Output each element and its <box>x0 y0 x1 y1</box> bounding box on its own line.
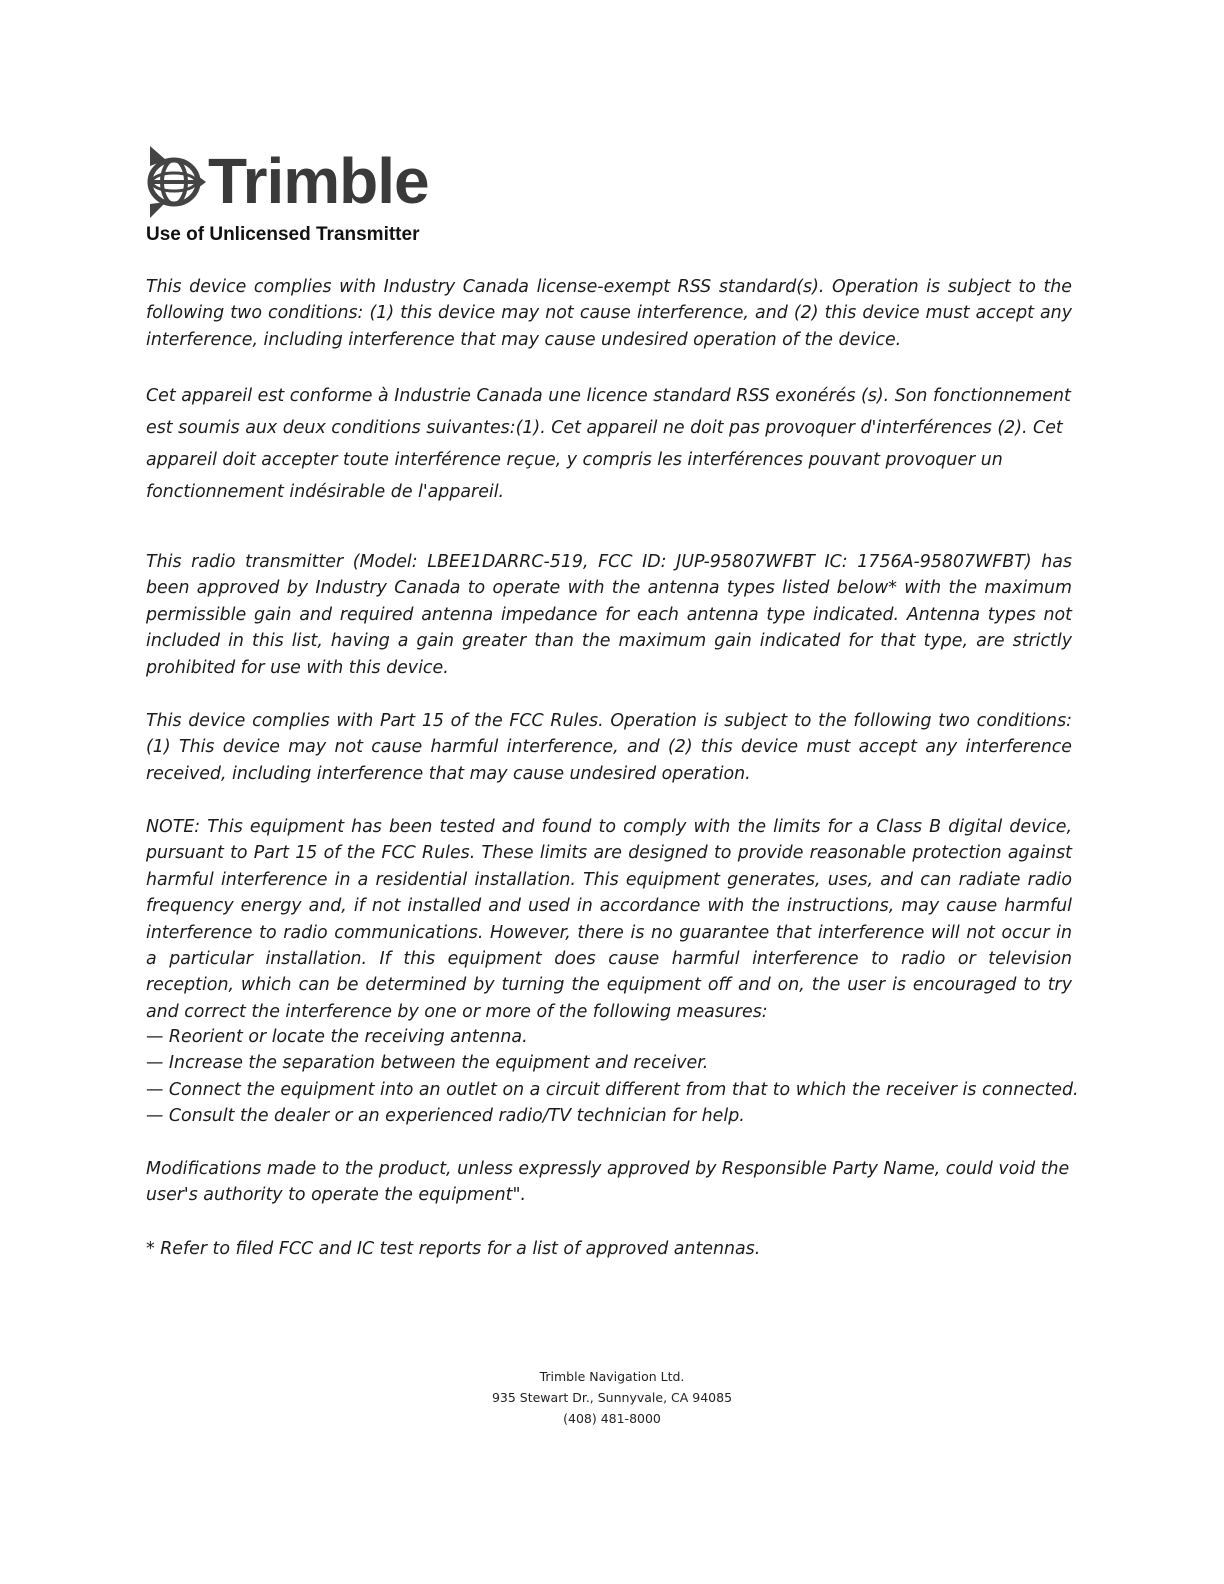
ic-french-paragraph: Cet appareil est conforme à Industrie Canada une licence standard RSS exonérés (s). Son fonctionnement est soumis aux deux conditions suivantes:(1). Cet appareil ne doit pas provoquer d'interférences (2). Cet appareil doit accepter toute interférence reçue, y compris les interférences pouvant provoquer un fonctionnement indésirable de l'appareil. <box>146 386 1071 502</box>
fcc-note-paragraph: NOTE: This equipment has been tested and found to comply with the limits for a Class B digital device, pursuant to Part 15 of the FCC Rules. These limits are designed to provide reasonable protection against harmful interference in a residential installation. This equipment generates, uses, and can radiate radio frequency energy and, if not installed and used in accordance with the instructions, may cause harmful interference to radio communications. However, there is no guarantee that interference will not occur in a particular installation. If this equipment does cause harmful interference to radio or television reception, which can be determined by turning the equipment off and on, the user is encouraged to try and correct the interference by one or more of the following measures: <box>146 817 1072 1022</box>
footer-address: 935 Stewart Dr., Sunnyvale, CA 94085 <box>491 1390 733 1405</box>
page-heading: Use of Unlicensed Transmitter <box>146 224 420 245</box>
ic-english-paragraph: This device complies with Industry Canada license-exempt RSS standard(s). Operation is subject to the following two conditions: (1) this device may not cause interference, and (2) this device must accept any interference, including interference that may cause undesired operation of the device. <box>146 277 1072 350</box>
trimble-globe-icon <box>144 142 206 220</box>
trimble-logo <box>144 142 429 220</box>
footer-phone: (408) 481-8000 <box>563 1411 661 1426</box>
modifications-paragraph: Modifications made to the product, unless expressly approved by Responsible Party Name, could void the user's authority to operate the equipment". <box>146 1159 1070 1206</box>
list-item: — Connect the equipment into an outlet on a circuit different from that to which the receiver is connected. <box>146 1079 1079 1100</box>
list-item: — Consult the dealer or an experienced radio/TV technician for help. <box>146 1106 745 1127</box>
antenna-approval-paragraph: This radio transmitter (Model: LBEE1DARRC-519, FCC ID: JUP-95807WFBT IC: 1756A-95807WFBT) has been approved by Industry Canada to operate with the antenna types listed below* with the maximum permissible gain and required antenna impedance for each antenna type indicated. Antenna types not included in this list, having a gain greater than the maximum gain indicated for that type, are strictly prohibited for use with this device. <box>146 552 1072 678</box>
list-item: — Increase the separation between the equipment and receiver. <box>146 1053 709 1074</box>
company-footer <box>0 1366 1224 1429</box>
footer-company: Trimble Navigation Ltd. <box>539 1369 685 1384</box>
trimble-wordmark: Trimble <box>208 145 429 217</box>
fcc-part15-paragraph: This device complies with Part 15 of the FCC Rules. Operation is subject to the following two conditions: (1) This device may not cause harmful interference, and (2) this device must accept any interference received, including interference that may cause undesired operation. <box>146 711 1072 784</box>
measures-list <box>146 1024 1079 1130</box>
antenna-reference-note: * Refer to filed FCC and IC test reports for a list of approved antennas. <box>146 1239 761 1259</box>
list-item: — Reorient or locate the receiving antenna. <box>146 1027 528 1047</box>
